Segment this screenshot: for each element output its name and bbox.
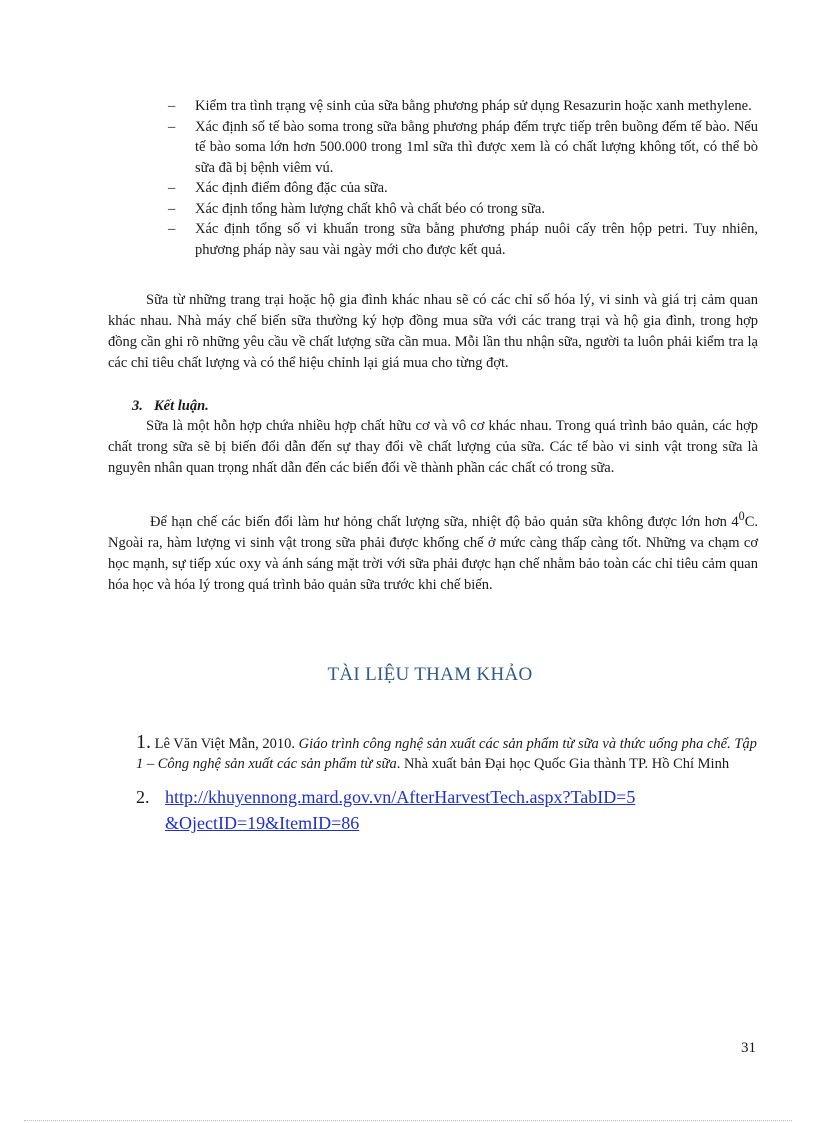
list-item-text: Kiểm tra tình trạng vệ sinh của sữa bằng phương pháp sử dụng Resazurin hoặc xanh methylene. (195, 98, 752, 114)
reference-author: Lê Văn Việt Mẫn, 2010. (151, 736, 299, 752)
page-number: 31 (741, 1040, 756, 1056)
paragraph-text: Để hạn chế các biến đổi làm hư hỏng chất lượng sữa, nhiệt độ bảo quản sữa không được lớn hơn 4 (150, 513, 739, 530)
reference-publisher: . Nhà xuất bản Đại học Quốc Gia thành TP. Hồ Chí Minh (396, 756, 730, 772)
references-list (136, 732, 766, 836)
section-title: Kết luận. (154, 398, 209, 414)
section-heading (132, 398, 209, 415)
list-item-text: Xác định tổng số vi khuẩn trong sữa bằng phương pháp nuôi cấy trên hộp petri. Tuy nhiên, phương pháp này sau vài ngày mới cho được kết quả. (195, 221, 758, 258)
reference-link-line: http://khuyennong.mard.gov.vn/AfterHarvestTech.aspx?TabID=5 (165, 787, 636, 807)
list-item-text: Xác định số tế bào soma trong sữa bằng phương pháp đếm trực tiếp trên buồng đếm tế bào. Nếu tế bào soma lớn hơn 500.000 trong 1ml sữa thì được xem là có chất lượng không tốt, có thể bò sữa đã bị bệnh viêm vú. (195, 118, 758, 176)
bullet-dash: – (168, 98, 176, 114)
page-divider (24, 1120, 792, 1121)
body-paragraph: Sữa từ những trang trại hoặc hộ gia đình khác nhau sẽ có các chỉ số hóa lý, vi sinh và giá trị cảm quan khác nhau. Nhà máy chế biến sữa thường ký hợp đồng mua sữa với các trang trại và hộ gia đình, trong hợp đồng cần ghi rõ những yêu cầu về chất lượng sữa cần mua. Mỗi lần thu nhận sữa, người ta luôn phải kiểm tra lạ các chỉ tiêu chất lượng và có thể hiệu chỉnh lại giá mua cho từng đợt. (108, 292, 758, 371)
reference-item (136, 732, 766, 774)
list-item (168, 219, 758, 260)
list-item (168, 117, 758, 179)
section-number: 3. (132, 398, 143, 414)
bullet-dash: – (168, 221, 176, 237)
reference-link[interactable] (165, 787, 635, 833)
reference-title: Giáo trình công nghệ sản xuất các sản phẩm từ sữa và thức uống pha chế. Tập 1 – Công nghệ sản xuất các sản phẩm từ sữa (136, 736, 757, 772)
conclusion-paragraph: Sữa là một hỗn hợp chứa nhiều hợp chất hữu cơ và vô cơ khác nhau. Trong quá trình bảo quản, các hợp chất trong sữa sẽ bị biến đổi dẫn đến sự thay đổi về chất lượng của sữa. Các tế bào vi sinh vật trong sữa là nguyên nhân quan trọng nhất dẫn đến các biến đổi về thành phần các chất có trong sữa. (108, 418, 758, 476)
degree-superscript: 0 (738, 509, 745, 523)
bullet-dash: – (168, 200, 176, 217)
list-item-text: Xác định điểm đông đặc của sữa. (195, 180, 388, 196)
reference-number: 2. (136, 787, 150, 807)
list-item (168, 96, 758, 117)
list-item (168, 199, 758, 220)
paragraph-text: C. Ngoài ra, hàm lượng vi sinh vật trong sữa phải được khống chế ở mức càng thấp càng tốt. Những va chạm cơ học mạnh, sự tiếp xúc oxy và ánh sáng mặt trời với sữa phải được hạn chế nhằm bảo toàn các chỉ tiêu cảm quan hóa học và hóa lý trong quá trình bảo quản sữa trước khi chế biến. (108, 513, 758, 593)
list-item-text: Xác định tổng hàm lượng chất khô và chất béo có trong sữa. (195, 200, 545, 217)
conclusion-paragraph-2 (108, 506, 758, 596)
bullet-dash: – (168, 118, 176, 135)
reference-number: 1. (136, 731, 151, 753)
reference-link-line: &OjectID=19&ItemID=86 (165, 813, 360, 833)
references-title: TÀI LIỆU THAM KHẢO (327, 664, 533, 685)
test-methods-list (168, 96, 758, 260)
bullet-dash: – (168, 180, 176, 196)
reference-item (136, 784, 766, 836)
list-item (168, 178, 758, 199)
